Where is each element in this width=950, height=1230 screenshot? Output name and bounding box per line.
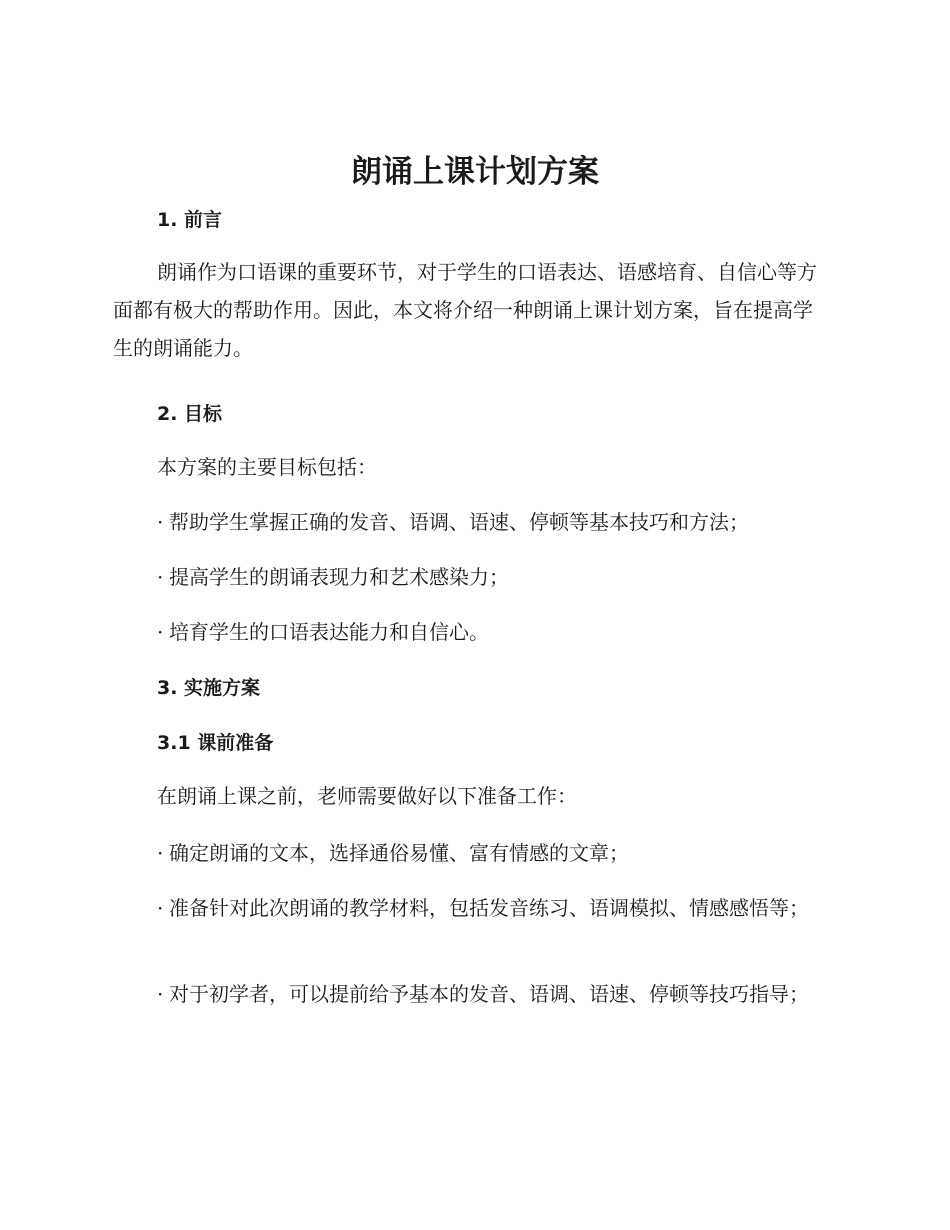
bullet-dot: · bbox=[157, 565, 164, 589]
section-heading-goals: 2. 目标 bbox=[157, 403, 223, 425]
bullet-dot: · bbox=[157, 982, 164, 1006]
preparation-list-item-text: 对于初学者，可以提前给予基本的发音、语调、语速、停顿等技巧指导； bbox=[169, 982, 809, 1006]
preparation-list-item-text: 准备针对此次朗诵的教学材料，包括发音练习、语调模拟、情感感悟等； bbox=[169, 896, 809, 920]
subsection-heading-preparation: 3.1 课前准备 bbox=[157, 732, 274, 754]
preparation-intro: 在朗诵上课之前，老师需要做好以下准备工作： bbox=[157, 784, 577, 808]
bullet-dot: · bbox=[157, 510, 164, 534]
preparation-list-item bbox=[113, 975, 831, 1013]
preparation-list-item-text: 确定朗诵的文本，选择通俗易懂、富有情感的文章； bbox=[169, 841, 629, 865]
bullet-dot: · bbox=[157, 620, 164, 644]
goals-list-item-text: 提高学生的朗诵表现力和艺术感染力； bbox=[169, 565, 509, 589]
preface-paragraph: 朗诵作为口语课的重要环节，对于学生的口语表达、语感培育、自信心等方面都有极大的帮助作用。因此，本文将介绍一种朗诵上课计划方案，旨在提高学生的朗诵能力。 bbox=[113, 260, 817, 360]
goals-list-item-text: 培育学生的口语表达能力和自信心。 bbox=[169, 620, 489, 644]
goals-list-item bbox=[113, 503, 831, 541]
goals-intro: 本方案的主要目标包括： bbox=[157, 455, 377, 479]
goals-list-item-text: 帮助学生掌握正确的发音、语调、语速、停顿等基本技巧和方法； bbox=[169, 510, 749, 534]
document-title: 朗诵上课计划方案 bbox=[351, 154, 599, 190]
bullet-dot: · bbox=[157, 896, 164, 920]
section-heading-implementation: 3. 实施方案 bbox=[157, 677, 261, 699]
bullet-dot: · bbox=[157, 841, 164, 865]
goals-list-item bbox=[113, 613, 831, 651]
preparation-list-item bbox=[113, 834, 831, 872]
goals-list-item bbox=[113, 558, 831, 596]
section-heading-preface: 1. 前言 bbox=[157, 209, 223, 231]
preparation-list-item bbox=[113, 889, 831, 927]
